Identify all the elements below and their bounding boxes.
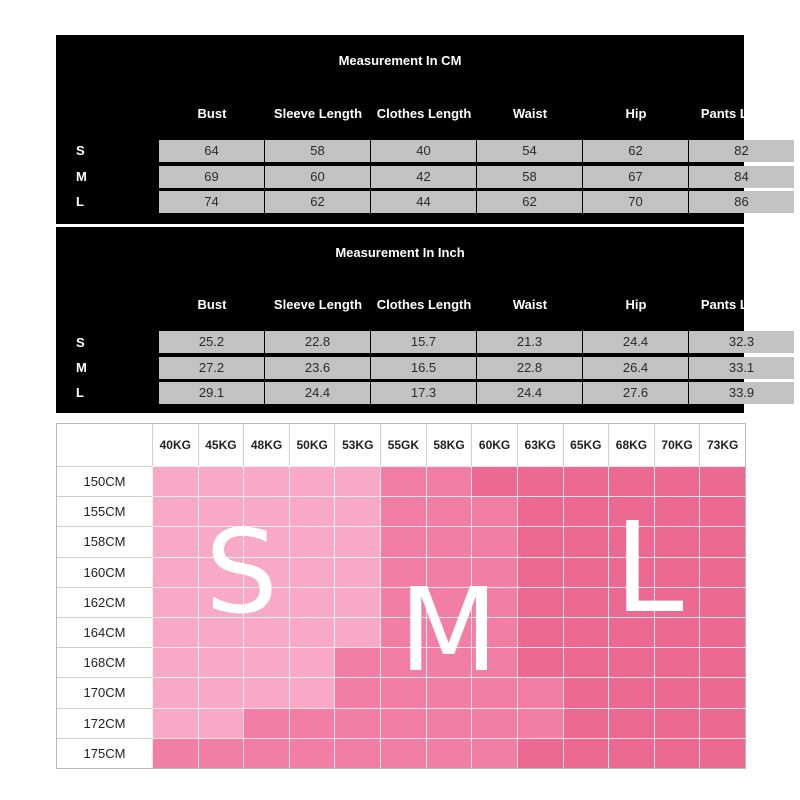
table-cell: 62 (477, 191, 582, 213)
cm-row-label-s: S (76, 143, 85, 158)
grid-cell-size-s (334, 466, 380, 496)
grid-cell-size-l (699, 466, 745, 496)
grid-cell-size-s (334, 496, 380, 526)
weight-header: 60KG (471, 424, 517, 466)
grid-cell-size-s (243, 466, 289, 496)
grid-cell-size-s (198, 466, 244, 496)
inch-header-clothes-length: Clothes Length (376, 297, 472, 312)
grid-cell-size-s (289, 617, 335, 647)
grid-cell-size-l (563, 647, 609, 677)
grid-cell-size-l (654, 647, 700, 677)
cm-row-m (159, 166, 795, 188)
grid-cell-size-m (334, 708, 380, 738)
height-header: 162CM (57, 587, 152, 617)
table-cell: 15.7 (371, 331, 476, 353)
grid-cell-size-l (517, 526, 563, 556)
height-header: 150CM (57, 466, 152, 496)
grid-cell-size-l (563, 708, 609, 738)
grid-cell-size-l (563, 466, 609, 496)
weight-header: 40KG (152, 424, 198, 466)
weight-header: 73KG (699, 424, 745, 466)
table-cell: 58 (265, 140, 370, 162)
cm-row-label-m: M (76, 169, 87, 184)
grid-cell-size-m (289, 738, 335, 768)
table-cell: 24.4 (477, 382, 582, 404)
inch-header-pants-length: Pants Length (700, 297, 784, 312)
inch-header-waist: Waist (512, 297, 548, 312)
grid-cell-size-l (608, 738, 654, 768)
weight-header: 68KG (608, 424, 654, 466)
table-cell: 32.3 (689, 331, 794, 353)
grid-cell-size-s (334, 617, 380, 647)
grid-cell-size-m (471, 496, 517, 526)
grid-cell-size-l (517, 466, 563, 496)
grid-cell-size-l (563, 496, 609, 526)
grid-cell-size-s (152, 496, 198, 526)
grid-cell-size-s (152, 466, 198, 496)
grid-cell-size-l (654, 466, 700, 496)
table-cell: 27.6 (583, 382, 688, 404)
height-header: 168CM (57, 647, 152, 677)
inch-row-label-m: M (76, 360, 87, 375)
grid-cell-size-l (563, 617, 609, 647)
grid-cell-size-s (152, 647, 198, 677)
grid-cell-size-l (654, 677, 700, 707)
inch-row-label-s: S (76, 335, 85, 350)
inch-table-title: Measurement In Inch (335, 245, 465, 260)
grid-cell-size-l (654, 738, 700, 768)
table-cell: 23.6 (265, 357, 370, 379)
grid-cell-size-s (198, 647, 244, 677)
grid-cell-size-s (289, 587, 335, 617)
cm-table-title: Measurement In CM (338, 53, 462, 68)
weight-header: 70KG (654, 424, 700, 466)
table-cell: 24.4 (265, 382, 370, 404)
grid-cell-size-l (563, 587, 609, 617)
grid-cell-size-m (471, 526, 517, 556)
table-cell: 54 (477, 140, 582, 162)
height-header: 175CM (57, 738, 152, 768)
table-cell: 64 (159, 140, 264, 162)
table-cell: 84 (689, 166, 794, 188)
grid-cell-size-m (289, 708, 335, 738)
grid-cell-size-s (152, 526, 198, 556)
grid-cell-size-s (289, 526, 335, 556)
grid-cell-size-l (699, 557, 745, 587)
size-recommendation-grid (56, 423, 746, 769)
grid-cell-size-s (289, 557, 335, 587)
grid-cell-size-l (654, 708, 700, 738)
grid-cell-size-m (517, 677, 563, 707)
grid-cell-size-m (426, 496, 472, 526)
grid-cell-size-m (380, 526, 426, 556)
grid-cell-size-m (380, 466, 426, 496)
grid-cell-size-l (699, 587, 745, 617)
size-l-label: L (614, 496, 684, 641)
grid-corner (57, 424, 152, 466)
weight-header: 50KG (289, 424, 335, 466)
table-cell: 27.2 (159, 357, 264, 379)
grid-cell-size-l (563, 677, 609, 707)
grid-cell-size-l (517, 738, 563, 768)
cm-header-hip: Hip (625, 106, 647, 121)
grid-cell-size-s (334, 526, 380, 556)
size-m-label: M (399, 564, 499, 698)
cm-column-headers (159, 106, 799, 124)
grid-cell-size-l (699, 647, 745, 677)
grid-cell-size-m (426, 738, 472, 768)
grid-cell-size-s (152, 587, 198, 617)
table-cell: 74 (159, 191, 264, 213)
cm-row-s (159, 140, 795, 162)
grid-cell-size-l (699, 526, 745, 556)
height-header: 172CM (57, 708, 152, 738)
grid-cell-size-l (517, 587, 563, 617)
inch-header-sleeve-length: Sleeve Length (273, 297, 363, 312)
weight-header: 55GK (380, 424, 426, 466)
grid-cell-size-m (426, 526, 472, 556)
table-cell: 60 (265, 166, 370, 188)
grid-cell-size-l (608, 708, 654, 738)
grid-cell-size-l (608, 677, 654, 707)
grid-cell-size-l (563, 526, 609, 556)
measurement-cm-table (56, 35, 784, 224)
grid-cell-size-m (426, 466, 472, 496)
grid-cell-size-s (289, 496, 335, 526)
cm-header-pants-length: Pants Length (700, 106, 784, 121)
table-cell: 17.3 (371, 382, 476, 404)
grid-cell-size-l (608, 466, 654, 496)
grid-cell-size-s (198, 708, 244, 738)
inch-row-l (159, 382, 795, 404)
table-cell: 44 (371, 191, 476, 213)
grid-cell-size-m (152, 738, 198, 768)
grid-cell-size-m (471, 708, 517, 738)
table-cell: 67 (583, 166, 688, 188)
weight-header: 45KG (198, 424, 244, 466)
table-cell: 62 (583, 140, 688, 162)
table-cell: 26.4 (583, 357, 688, 379)
weight-header: 53KG (334, 424, 380, 466)
table-cell: 21.3 (477, 331, 582, 353)
grid-cell-size-m (243, 708, 289, 738)
grid-cell-size-l (517, 496, 563, 526)
table-cell: 70 (583, 191, 688, 213)
grid-cell-size-l (563, 557, 609, 587)
grid-cell-size-s (289, 677, 335, 707)
table-cell: 22.8 (265, 331, 370, 353)
measurement-inch-table (56, 227, 784, 413)
grid-cell-size-s (334, 557, 380, 587)
height-header: 158CM (57, 526, 152, 556)
size-s-label: S (205, 506, 278, 640)
grid-cell-size-s (243, 647, 289, 677)
table-cell: 58 (477, 166, 582, 188)
grid-cell-size-m (243, 738, 289, 768)
grid-cell-size-m (334, 738, 380, 768)
inch-header-hip: Hip (625, 297, 647, 312)
grid-cell-size-m (334, 677, 380, 707)
grid-cell-size-m (380, 496, 426, 526)
table-cell: 24.4 (583, 331, 688, 353)
grid-cell-size-l (699, 677, 745, 707)
height-header: 170CM (57, 677, 152, 707)
grid-cell-size-l (699, 708, 745, 738)
grid-cell-size-l (563, 738, 609, 768)
table-cell: 25.2 (159, 331, 264, 353)
cm-header-clothes-length: Clothes Length (376, 106, 472, 121)
inch-row-s (159, 331, 795, 353)
table-cell: 42 (371, 166, 476, 188)
table-cell: 29.1 (159, 382, 264, 404)
grid-cell-size-l (517, 617, 563, 647)
table-cell: 33.9 (689, 382, 794, 404)
grid-cell-size-s (152, 677, 198, 707)
grid-cell-size-m (380, 738, 426, 768)
grid-cell-size-m (517, 708, 563, 738)
table-cell: 22.8 (477, 357, 582, 379)
grid-cell-size-l (699, 738, 745, 768)
inch-header-bust: Bust (197, 297, 227, 312)
grid-cell-size-s (198, 677, 244, 707)
grid-cell-size-l (608, 647, 654, 677)
grid-cell-size-m (334, 647, 380, 677)
grid-cell-size-s (152, 708, 198, 738)
grid-cell-size-l (471, 466, 517, 496)
grid-cell-size-l (699, 496, 745, 526)
weight-header: 63KG (517, 424, 563, 466)
grid-cell-size-l (699, 617, 745, 647)
grid-cell-size-m (380, 708, 426, 738)
weight-header: 65KG (563, 424, 609, 466)
grid-cell-size-l (517, 557, 563, 587)
height-header: 164CM (57, 617, 152, 647)
table-cell: 33.1 (689, 357, 794, 379)
height-header: 155CM (57, 496, 152, 526)
table-cell: 16.5 (371, 357, 476, 379)
table-cell: 86 (689, 191, 794, 213)
cm-header-bust: Bust (197, 106, 227, 121)
cm-header-sleeve-length: Sleeve Length (273, 106, 363, 121)
table-cell: 82 (689, 140, 794, 162)
height-header: 160CM (57, 557, 152, 587)
inch-column-headers (159, 297, 799, 315)
weight-header: 58KG (426, 424, 472, 466)
cm-row-label-l: L (76, 194, 84, 209)
grid-cell-size-m (471, 738, 517, 768)
grid-cell-size-s (289, 466, 335, 496)
table-cell: 69 (159, 166, 264, 188)
inch-row-m (159, 357, 795, 379)
grid-cell-size-s (152, 617, 198, 647)
grid-cell-size-s (243, 677, 289, 707)
grid-cell-size-s (152, 557, 198, 587)
table-cell: 40 (371, 140, 476, 162)
grid-cell-size-l (517, 647, 563, 677)
inch-row-label-l: L (76, 385, 84, 400)
grid-cell-size-m (426, 708, 472, 738)
weight-header: 48KG (243, 424, 289, 466)
grid-cell-size-s (289, 647, 335, 677)
grid-cell-size-s (334, 587, 380, 617)
cm-header-waist: Waist (512, 106, 548, 121)
grid-cell-size-m (198, 738, 244, 768)
table-cell: 62 (265, 191, 370, 213)
cm-row-l (159, 191, 795, 213)
